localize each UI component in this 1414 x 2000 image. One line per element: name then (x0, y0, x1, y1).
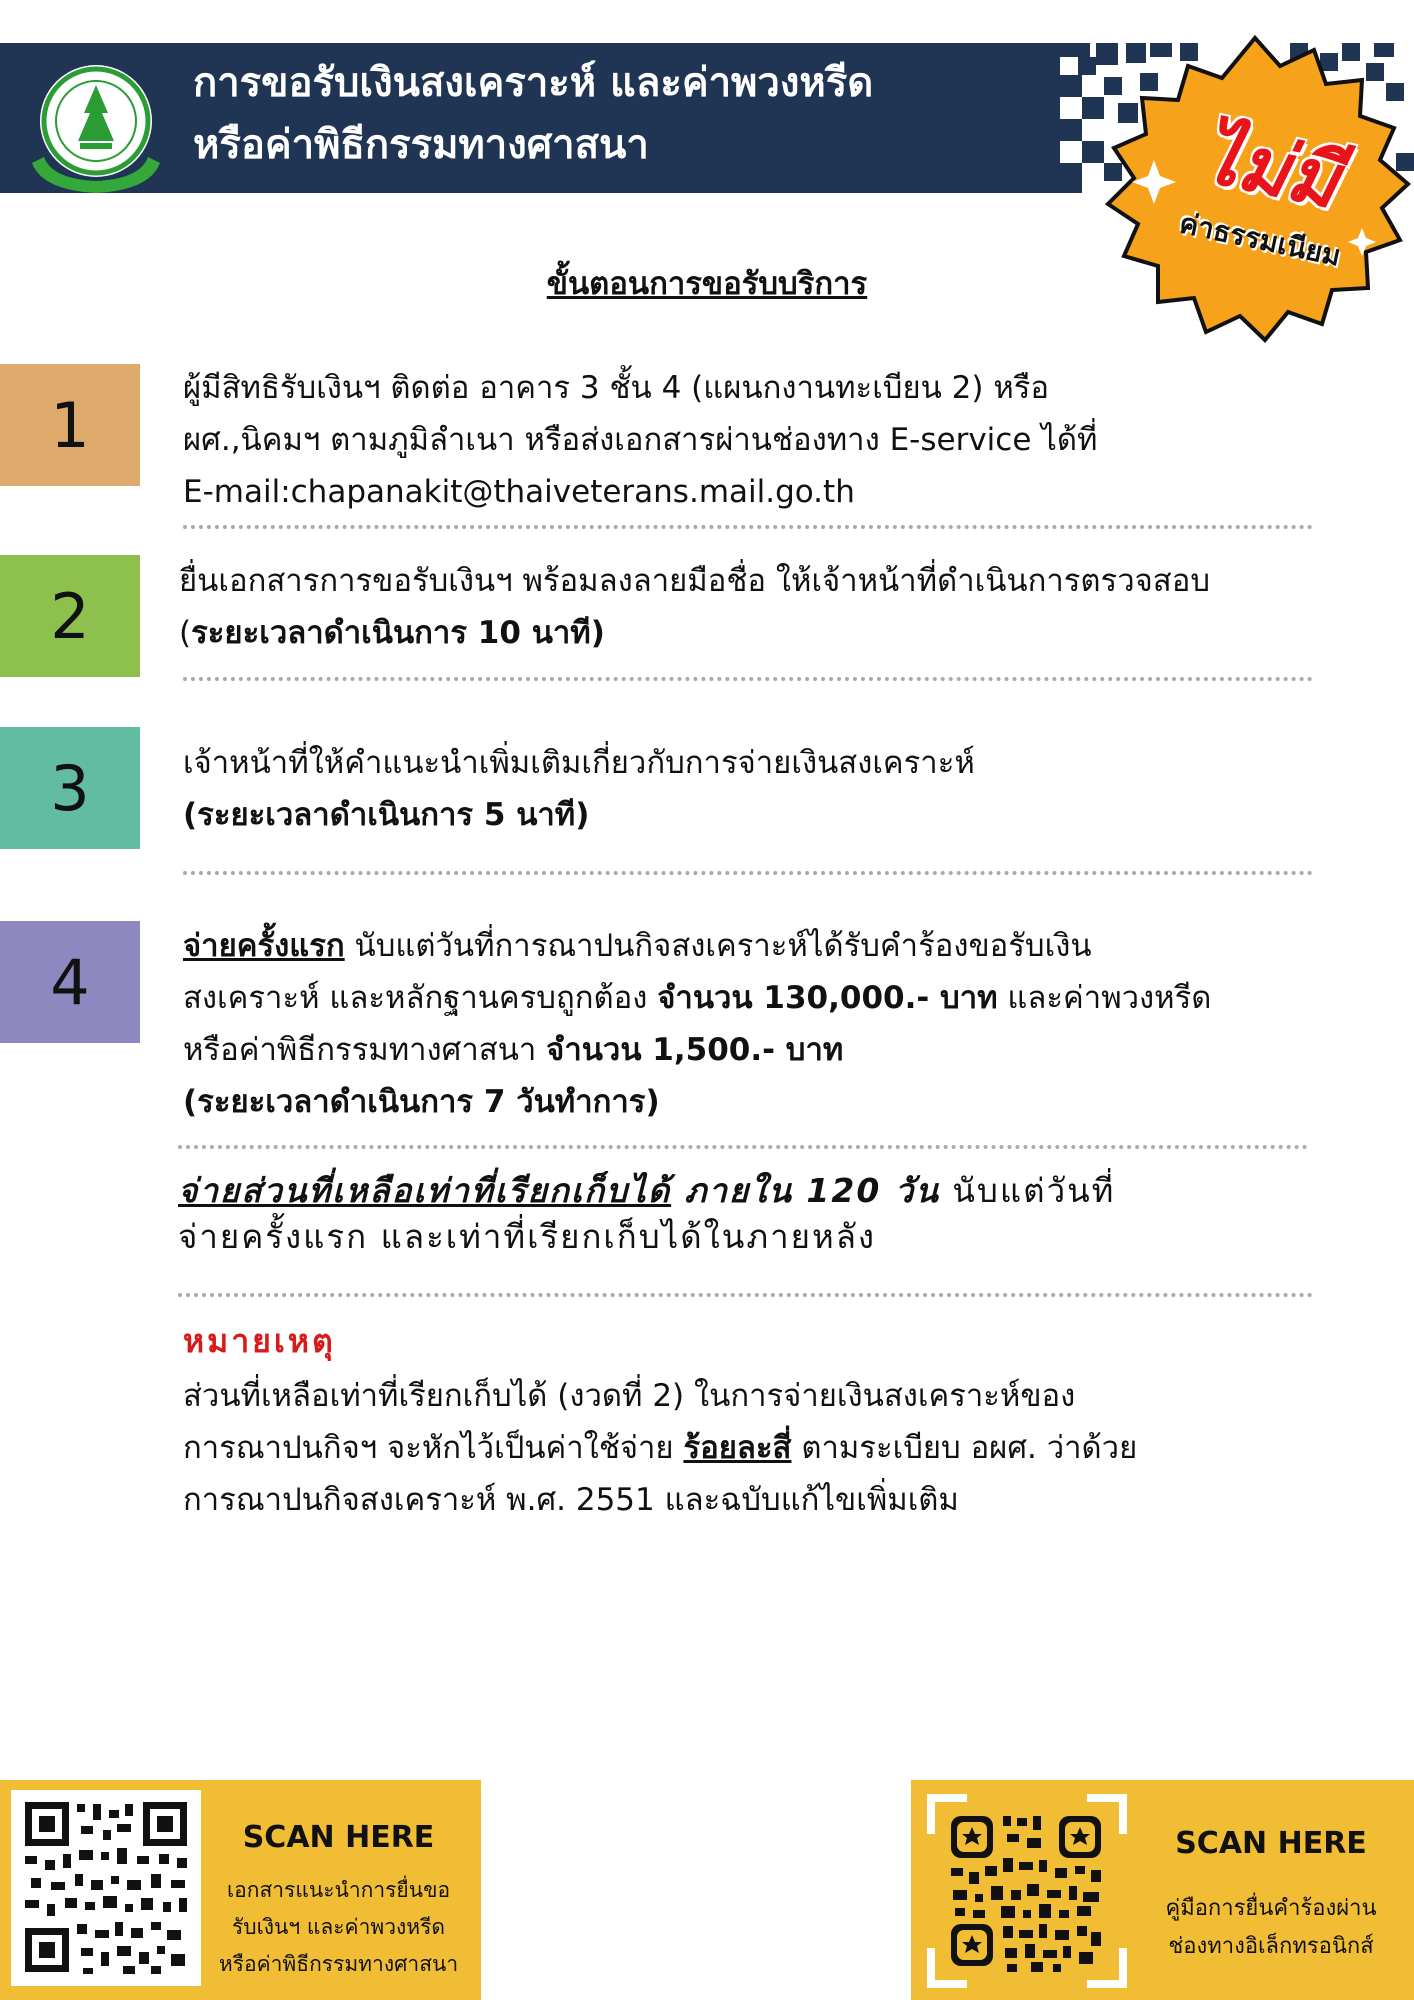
note-line2b: ร้อยละสี่ (683, 1430, 792, 1466)
qr-left-desc3: หรือค่าพิธีกรรมทางศาสนา (218, 1952, 459, 1976)
note-text (183, 1370, 1363, 1526)
step-4-text1: นับแต่วันที่การณาปนกิจสงเคราะห์ได้รับคำร้องขอรับเงิน (344, 928, 1092, 964)
step-4-text (183, 920, 1383, 1128)
step-4-first-pay: จ่ายครั้งแรก (183, 928, 345, 964)
remaining-text2: จ่ายครั้งแรก และเท่าที่เรียกเก็บได้ในภายหลัง (178, 1217, 877, 1256)
qr-code-left[interactable] (11, 1790, 201, 1986)
step-2-line1: ยื่นเอกสารการขอรับเงินฯ พร้อมลงลายมือชื่อ ให้เจ้าหน้าที่ดำเนินการตรวจสอบ (179, 563, 1210, 599)
step-4-number: 4 (50, 945, 90, 1019)
note-line2a: การณาปนกิจฯ จะหักไว้เป็นค่าใช้จ่าย (183, 1430, 684, 1466)
step-3-number-box (0, 727, 140, 849)
step-3-line1: เจ้าหน้าที่ให้คำแนะนำเพิ่มเติมเกี่ยวกับการจ่ายเงินสงเคราะห์ (183, 745, 975, 781)
step-3-text (183, 737, 1343, 841)
step-1-line1: ผู้มีสิทธิรับเงินฯ ติดต่อ อาคาร 3 ชั้น 4 (แผนกงานทะเบียน 2) หรือ (183, 370, 1050, 406)
divider (183, 871, 1313, 875)
step-4-duration: (ระยะเวลาดำเนินการ 7 วันทำการ) (183, 1084, 660, 1120)
note-label: หมายเหตุ (183, 1322, 336, 1360)
step-2-paren: ( (179, 615, 192, 651)
step-1-number-box (0, 364, 140, 486)
step-2-number-box (0, 555, 140, 677)
badge-main-text: ไม่มี (1193, 109, 1348, 226)
header-title-line1: การขอรับเงินสงเคราะห์ และค่าพวงหรีด (193, 60, 874, 106)
qr-left-desc2: รับเงินฯ และค่าพวงหรีด (231, 1915, 446, 1939)
step-3-duration: (ระยะเวลาดำเนินการ 5 นาที) (183, 797, 590, 833)
step-2-text (179, 555, 1379, 659)
note-line1: ส่วนที่เหลือเท่าที่เรียกเก็บได้ (งวดที่ 2) ในการจ่ายเงินสงเคราะห์ของ (183, 1378, 1076, 1414)
divider (178, 1293, 1313, 1297)
divider (183, 677, 1313, 681)
step-3-number: 3 (50, 751, 90, 825)
qr-panel-left (0, 1780, 481, 2000)
qr-right-desc1: คู่มือการยื่นคำร้องผ่าน (1165, 1896, 1377, 1921)
steps-heading: ขั้นตอนการขอรับบริการ (546, 266, 868, 302)
qr-code-left-icon (11, 1790, 201, 1986)
remaining-label: จ่ายส่วนที่เหลือเท่าที่เรียกเก็บได้ (178, 1171, 672, 1210)
divider (178, 1145, 1308, 1149)
organization-seal-logo (22, 55, 170, 195)
step-2-number: 2 (50, 579, 90, 653)
remaining-payment-text (178, 1168, 1358, 1260)
header-title (193, 52, 873, 176)
step-4-text4: หรือค่าพิธีกรรมทางศาสนา (183, 1032, 547, 1068)
step-2-duration: ระยะเวลาดำเนินการ 10 นาที) (191, 615, 605, 651)
step-4-text3: และค่าพวงหรีด (997, 980, 1212, 1016)
qr-code-right-icon (923, 1790, 1131, 1992)
header-title-line2: หรือค่าพิธีกรรมทางศาสนา (193, 122, 649, 168)
step-4-amount1: จำนวน 130,000.- บาท (657, 980, 998, 1016)
remaining-text1: นับแต่วันที่ (939, 1171, 1116, 1210)
qr-left-title: SCAN HERE (242, 1820, 435, 1855)
step-1-text (183, 362, 1343, 518)
qr-panel-right (911, 1780, 1414, 2000)
step-4-amount2: จำนวน 1,500.- บาท (546, 1032, 844, 1068)
qr-left-desc1: เอกสารแนะนำการยื่นขอ (226, 1878, 451, 1902)
note-line2c: ตามระเบียบ อผศ. ว่าด้วย (791, 1430, 1138, 1466)
divider (183, 525, 1313, 529)
qr-code-right[interactable] (923, 1790, 1131, 1992)
qr-right-title: SCAN HERE (1175, 1826, 1367, 1861)
step-1-line2: ผศ.,นิคมฯ ตามภูมิลำเนา หรือส่งเอกสารผ่านช่องทาง E-service ได้ที่ (183, 422, 1098, 458)
remaining-within: ภายใน 120 วัน (671, 1171, 940, 1210)
step-4-text2: สงเคราะห์ และหลักฐานครบถูกต้อง (183, 980, 658, 1016)
qr-left-description (206, 1872, 471, 1983)
qr-right-description (1137, 1890, 1405, 1966)
step-1-number: 1 (50, 388, 90, 462)
step-1-email[interactable]: E-mail:chapanakit@thaiveterans.mail.go.th (183, 474, 855, 510)
badge-sub-text: ค่าธรรมเนียม (1176, 206, 1344, 273)
qr-right-desc2: ช่องทางอิเล็กทรอนิกส์ (1168, 1934, 1374, 1959)
step-4-number-box (0, 921, 140, 1043)
note-line3: การณาปนกิจสงเคราะห์ พ.ศ. 2551 และฉบับแก้ไขเพิ่มเติม (183, 1482, 959, 1518)
